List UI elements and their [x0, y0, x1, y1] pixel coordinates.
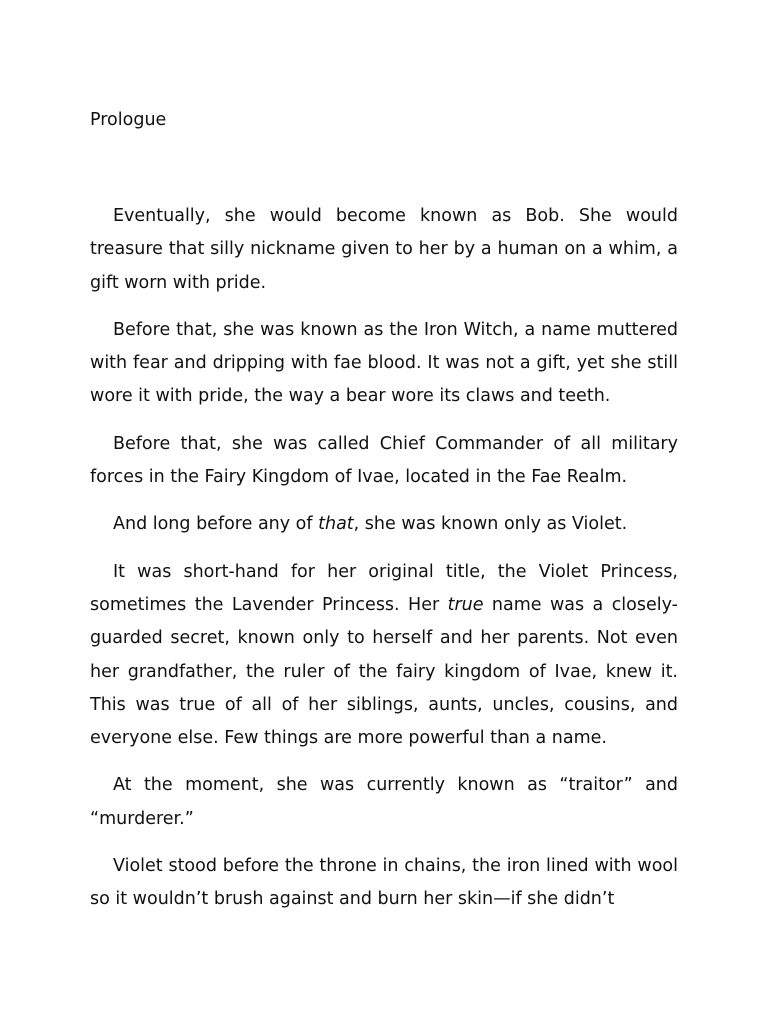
paragraph-violet: [90, 508, 678, 541]
paragraph-true-name: [90, 556, 678, 756]
paragraph-text: , she was known only as Violet.: [353, 514, 628, 535]
paragraph-traitor: At the moment, she was currently known as “traitor” and “murderer.”: [90, 775, 678, 829]
paragraph-throne: Violet stood before the throne in chains, the iron lined with wool so it wouldn’t brush against and burn her skin—if she didn’t: [90, 856, 678, 910]
paragraph-text: name was a closely-guarded secret, known only to herself and her parents. Not even her grandfather, the ruler of the fairy kingdom of Ivae, knew it. This was true of all of her siblings, aunts, uncles, cousins, and everyone else. Few things are more powerful than a name.: [90, 594, 678, 749]
body-text: [90, 200, 678, 917]
paragraph-text: It was short-hand for her original title, the Violet Princess, sometimes the Lavender Princess. Her: [90, 561, 678, 615]
paragraph-iron-witch: Before that, she was known as the Iron Witch, a name muttered with fear and dripping with fae blood. It was not a gift, yet she still wore it with pride, the way a bear wore its claws and teeth.: [90, 319, 678, 407]
emphasized-word: that: [318, 514, 354, 535]
chapter-heading: Prologue: [90, 110, 167, 130]
paragraph-text: And long before any of: [113, 514, 319, 535]
paragraph-bob: Eventually, she would become known as Bob. She would treasure that silly nickname given to her by a human on a whim, a gift worn with pride.: [90, 206, 678, 293]
emphasized-word: true: [447, 594, 484, 615]
paragraph-chief-commander: Before that, she was called Chief Commander of all military forces in the Fairy Kingdom of Ivae, located in the Fae Realm.: [90, 433, 678, 488]
